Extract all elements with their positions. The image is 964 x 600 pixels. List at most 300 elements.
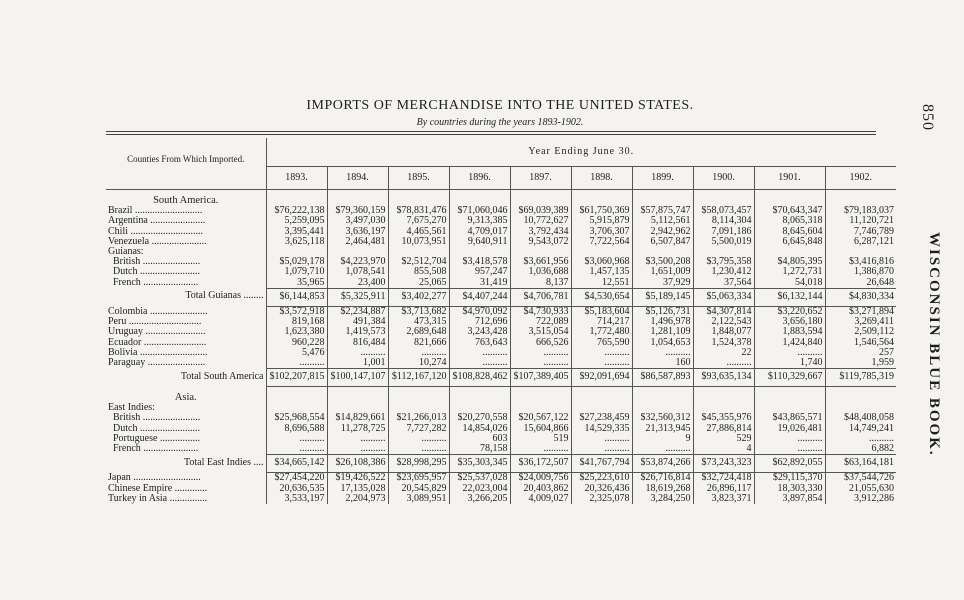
value-cell: $3,416,816 <box>849 257 894 268</box>
header-year-ending: Year Ending June 30. <box>266 138 896 167</box>
value-cell: 7,746,789 <box>854 226 894 237</box>
value-cell: .......... <box>632 444 693 455</box>
value-cell: .......... <box>693 358 754 369</box>
value-cell: $28,998,295 <box>388 455 449 473</box>
value-cell: 1,524,378 <box>693 338 754 348</box>
value-cell: 855,508 <box>388 267 449 277</box>
value-cell: 3,706,307 <box>571 227 632 237</box>
value-cell: $63,164,181 <box>825 455 896 473</box>
value-cell: 1,036,688 <box>510 267 571 277</box>
table-row <box>106 237 896 247</box>
value-cell: $100,147,107 <box>327 369 388 387</box>
value-cell: $32,560,312 <box>632 413 693 423</box>
value-cell: 4 <box>693 444 754 455</box>
section-heading: South America. <box>106 190 266 207</box>
value-cell: 1,272,731 <box>754 267 825 277</box>
value-cell: 22 <box>693 348 754 358</box>
value-cell: 22,023,004 <box>449 484 510 494</box>
value-cell: $4,970,092 <box>449 307 510 318</box>
value-cell: $3,500,208 <box>632 257 693 267</box>
value-cell <box>825 403 896 413</box>
value-cell: $43,865,571 <box>754 413 825 423</box>
value-cell: .......... <box>388 434 449 444</box>
value-cell: 11,120,721 <box>849 216 894 227</box>
value-cell: 14,529,335 <box>571 424 632 434</box>
running-head: WISCONSIN BLUE BOOK. <box>926 232 942 457</box>
value-cell: 35,965 <box>266 278 327 289</box>
value-cell: 37,929 <box>632 278 693 289</box>
value-cell: $110,329,667 <box>754 369 825 387</box>
value-cell: .......... <box>754 348 825 358</box>
value-cell: 763,643 <box>449 338 510 348</box>
value-cell: $5,063,334 <box>693 288 754 306</box>
value-cell: 3,656,180 <box>754 317 825 327</box>
value-cell: 1,772,480 <box>571 327 632 337</box>
value-cell: 9 <box>632 434 693 444</box>
value-cell: 3,823,371 <box>693 494 754 504</box>
section-heading-row <box>106 190 896 207</box>
value-cell: $6,144,853 <box>266 288 327 306</box>
value-cell: $14,829,661 <box>327 413 388 423</box>
value-cell: 3,089,951 <box>388 494 449 504</box>
value-cell: 7,727,282 <box>388 424 449 434</box>
value-cell: .......... <box>510 348 571 358</box>
value-cell: $71,060,046 <box>449 206 510 216</box>
value-cell: $4,530,654 <box>571 288 632 306</box>
value-cell: $26,108,386 <box>327 455 388 473</box>
value-cell <box>388 247 449 257</box>
value-cell: 160 <box>632 358 693 369</box>
value-cell: $4,830,334 <box>825 288 896 306</box>
table-row <box>106 247 896 257</box>
value-cell: $5,189,145 <box>632 288 693 306</box>
value-cell: 1,959 <box>871 358 894 369</box>
value-cell: 1,001 <box>327 358 388 369</box>
value-cell <box>571 247 632 257</box>
value-cell: 3,625,118 <box>266 237 327 247</box>
value-cell: 666,526 <box>510 338 571 348</box>
value-cell: $102,207,815 <box>266 369 327 387</box>
value-cell: $108,828,462 <box>449 369 510 387</box>
value-cell: 9,313,385 <box>449 216 510 226</box>
value-cell: 25,065 <box>388 278 449 289</box>
value-cell: 7,091,186 <box>693 227 754 237</box>
table-row <box>106 358 896 369</box>
value-cell: 1,054,653 <box>632 338 693 348</box>
value-cell: $35,303,345 <box>449 455 510 473</box>
value-cell: 960,228 <box>266 338 327 348</box>
country-name: Brazil ........................... <box>106 206 266 216</box>
header-year: 1900. <box>693 167 754 190</box>
value-cell: 3,284,250 <box>632 494 693 504</box>
value-cell: $5,029,178 <box>266 257 327 267</box>
value-cell: 2,689,648 <box>388 327 449 337</box>
value-cell: $4,407,244 <box>449 288 510 306</box>
value-cell: 1,078,541 <box>327 267 388 277</box>
table-row <box>106 267 896 277</box>
country-name: British ....................... <box>106 257 266 267</box>
value-cell: 5,112,561 <box>632 216 693 226</box>
value-cell: $5,183,604 <box>571 307 632 318</box>
value-cell: .......... <box>327 348 388 358</box>
value-cell: 519 <box>510 434 571 444</box>
value-cell: 23,400 <box>327 278 388 289</box>
value-cell: 54,018 <box>754 278 825 289</box>
table-row <box>106 307 896 318</box>
value-cell: $4,730,933 <box>510 307 571 318</box>
value-cell: $3,713,682 <box>388 307 449 318</box>
value-cell: 14,749,241 <box>849 423 894 434</box>
value-cell: 27,886,814 <box>693 424 754 434</box>
table-row <box>106 484 896 494</box>
top-rule-double <box>106 134 876 135</box>
country-name: Chili ............................. <box>106 227 266 237</box>
country-name: Total South America <box>106 369 266 387</box>
value-cell: $5,325,911 <box>327 288 388 306</box>
value-cell: .......... <box>571 358 632 369</box>
value-cell: 4,465,561 <box>388 227 449 237</box>
value-cell: 4,709,017 <box>449 227 510 237</box>
value-cell: .......... <box>869 433 894 444</box>
empty-cell <box>266 190 327 207</box>
table-body <box>106 190 896 504</box>
country-name: Dutch ........................ <box>106 424 266 434</box>
value-cell: 7,675,270 <box>388 216 449 226</box>
total-row <box>106 288 896 306</box>
value-cell: 1,424,840 <box>754 338 825 348</box>
value-cell <box>632 247 693 257</box>
table-row <box>106 444 896 455</box>
value-cell: 3,266,205 <box>449 494 510 504</box>
country-name: Dutch ........................ <box>106 267 266 277</box>
value-cell: .......... <box>388 444 449 455</box>
empty-cell <box>825 387 896 403</box>
table-row <box>106 424 896 434</box>
value-cell: $112,167,120 <box>388 369 449 387</box>
value-cell: .......... <box>571 444 632 455</box>
value-cell: 31,419 <box>449 278 510 289</box>
value-cell <box>571 403 632 413</box>
value-cell <box>754 403 825 413</box>
value-cell: 78,158 <box>449 444 510 455</box>
value-cell: $48,408,058 <box>844 413 894 424</box>
value-cell: 1,546,564 <box>854 337 894 348</box>
table-row <box>106 413 896 423</box>
empty-cell <box>266 387 327 403</box>
empty-cell <box>693 387 754 403</box>
value-cell: .......... <box>266 358 327 369</box>
value-cell: $24,009,756 <box>510 473 571 484</box>
value-cell: $37,544,726 <box>844 472 894 484</box>
empty-cell <box>825 190 896 207</box>
value-cell: 1,419,573 <box>327 327 388 337</box>
value-cell: $62,892,055 <box>754 455 825 473</box>
value-cell: 2,509,112 <box>854 327 894 338</box>
value-cell: $69,039,389 <box>510 206 571 216</box>
value-cell: 714,217 <box>571 317 632 327</box>
value-cell: 1,079,710 <box>266 267 327 277</box>
value-cell: 2,464,481 <box>327 237 388 247</box>
country-name: Total East Indies .... <box>106 455 266 473</box>
value-cell: 10,073,951 <box>388 237 449 247</box>
country-name: Colombia ....................... <box>106 307 266 318</box>
value-cell: 1,883,594 <box>754 327 825 337</box>
value-cell <box>388 403 449 413</box>
value-cell: 2,204,973 <box>327 494 388 504</box>
value-cell: $79,360,159 <box>327 206 388 216</box>
value-cell: 20,545,829 <box>388 484 449 494</box>
value-cell: $93,635,134 <box>693 369 754 387</box>
value-cell: 3,515,054 <box>510 327 571 337</box>
value-cell: 3,912,286 <box>854 493 894 504</box>
value-cell: $4,805,395 <box>754 257 825 267</box>
value-cell: $4,307,814 <box>693 307 754 318</box>
value-cell: $20,270,558 <box>449 413 510 423</box>
top-rule <box>106 131 876 132</box>
value-cell: 11,278,725 <box>327 424 388 434</box>
value-cell: 712,696 <box>449 317 510 327</box>
country-name: Chinese Empire ............. <box>106 484 266 494</box>
empty-cell <box>388 387 449 403</box>
value-cell: $70,643,347 <box>754 206 825 216</box>
value-cell: $6,132,144 <box>754 288 825 306</box>
value-cell: 1,651,009 <box>632 267 693 277</box>
value-cell: 257 <box>879 347 894 358</box>
value-cell: $19,426,522 <box>327 473 388 484</box>
empty-cell <box>327 190 388 207</box>
value-cell: 6,645,848 <box>754 237 825 247</box>
value-cell: 21,313,945 <box>632 424 693 434</box>
value-cell: 603 <box>449 434 510 444</box>
value-cell: $57,875,747 <box>632 206 693 216</box>
value-cell: $45,355,976 <box>693 413 754 423</box>
value-cell: 20,636,535 <box>266 484 327 494</box>
value-cell: 4,009,027 <box>510 494 571 504</box>
value-cell <box>449 247 510 257</box>
value-cell <box>266 247 327 257</box>
value-cell: $25,223,610 <box>571 473 632 484</box>
table-row <box>106 257 896 267</box>
country-name: East Indies: <box>106 403 266 413</box>
value-cell: $20,567,122 <box>510 413 571 423</box>
empty-cell <box>388 190 449 207</box>
value-cell: 10,274 <box>388 358 449 369</box>
table-row <box>106 434 896 444</box>
value-cell: 3,897,854 <box>754 494 825 504</box>
imports-table <box>106 138 896 504</box>
value-cell: 491,384 <box>327 317 388 327</box>
section-heading-row <box>106 387 896 403</box>
value-cell: $23,695,957 <box>388 473 449 484</box>
empty-cell <box>571 190 632 207</box>
value-cell: 2,122,543 <box>693 317 754 327</box>
value-cell: 529 <box>693 434 754 444</box>
value-cell <box>449 403 510 413</box>
value-cell: 5,500,019 <box>693 237 754 247</box>
value-cell: $78,831,476 <box>388 206 449 216</box>
value-cell: 1,740 <box>754 358 825 369</box>
country-name: Venezuela ...................... <box>106 237 266 247</box>
section-heading: Asia. <box>106 387 266 403</box>
value-cell: 3,497,030 <box>327 216 388 226</box>
value-cell: 765,590 <box>571 338 632 348</box>
value-cell: 8,645,604 <box>754 227 825 237</box>
header-year: 1901. <box>754 167 825 190</box>
value-cell: 19,026,481 <box>754 424 825 434</box>
value-cell: 6,287,121 <box>854 236 894 247</box>
value-cell: $3,060,968 <box>571 257 632 267</box>
value-cell: 819,168 <box>266 317 327 327</box>
value-cell: 473,315 <box>388 317 449 327</box>
value-cell: $26,716,814 <box>632 473 693 484</box>
value-cell: 821,666 <box>388 338 449 348</box>
value-cell: 20,403,862 <box>510 484 571 494</box>
value-cell: .......... <box>266 434 327 444</box>
value-cell: $3,795,358 <box>693 257 754 267</box>
value-cell: $3,271,894 <box>849 306 894 318</box>
value-cell: 5,915,879 <box>571 216 632 226</box>
value-cell: $73,243,323 <box>693 455 754 473</box>
value-cell: 9,543,072 <box>510 237 571 247</box>
value-cell: $86,587,893 <box>632 369 693 387</box>
value-cell: 957,247 <box>449 267 510 277</box>
country-name: French ...................... <box>106 444 266 455</box>
value-cell: 1,623,380 <box>266 327 327 337</box>
value-cell: 3,792,434 <box>510 227 571 237</box>
value-cell: .......... <box>754 444 825 455</box>
value-cell: $25,968,554 <box>266 413 327 423</box>
value-cell: 21,055,630 <box>849 483 894 494</box>
value-cell: $2,512,704 <box>388 257 449 267</box>
empty-cell <box>327 387 388 403</box>
value-cell: 20,326,436 <box>571 484 632 494</box>
value-cell: 5,259,095 <box>266 216 327 226</box>
value-cell: .......... <box>388 348 449 358</box>
value-cell: $4,706,781 <box>510 288 571 306</box>
empty-cell <box>693 190 754 207</box>
value-cell: $4,223,970 <box>327 257 388 267</box>
value-cell: 5,476 <box>266 348 327 358</box>
table-row <box>106 348 896 358</box>
value-cell: 7,722,564 <box>571 237 632 247</box>
value-cell: $36,172,507 <box>510 455 571 473</box>
empty-cell <box>754 190 825 207</box>
page-number: 850 <box>919 104 936 131</box>
value-cell: .......... <box>449 358 510 369</box>
value-cell <box>327 403 388 413</box>
value-cell: 26,896,117 <box>693 484 754 494</box>
header-year: 1894. <box>327 167 388 190</box>
value-cell: $3,418,578 <box>449 257 510 267</box>
header-year: 1898. <box>571 167 632 190</box>
value-cell: 18,619,268 <box>632 484 693 494</box>
value-cell: $3,402,277 <box>388 288 449 306</box>
table-row <box>106 227 896 237</box>
value-cell: $92,091,694 <box>571 369 632 387</box>
value-cell: $27,238,459 <box>571 413 632 423</box>
value-cell <box>693 403 754 413</box>
value-cell: 1,230,412 <box>693 267 754 277</box>
value-cell: $5,126,731 <box>632 307 693 318</box>
value-cell: 1,496,978 <box>632 317 693 327</box>
value-cell: .......... <box>632 348 693 358</box>
value-cell: 14,854,026 <box>449 424 510 434</box>
value-cell: $34,665,142 <box>266 455 327 473</box>
value-cell: 26,648 <box>866 277 894 288</box>
header-year: 1895. <box>388 167 449 190</box>
value-cell: .......... <box>510 444 571 455</box>
table-subtitle: By countries during the years 1893-1902. <box>416 117 584 128</box>
country-name: Portuguese ................ <box>106 434 266 444</box>
country-name: Paraguay ....................... <box>106 358 266 369</box>
table-row <box>106 327 896 337</box>
value-cell <box>754 247 825 257</box>
value-cell: 8,114,304 <box>693 216 754 226</box>
value-cell: 722,089 <box>510 317 571 327</box>
value-cell: .......... <box>449 348 510 358</box>
empty-cell <box>510 190 571 207</box>
value-cell: 17,135,028 <box>327 484 388 494</box>
value-cell: $58,073,457 <box>693 206 754 216</box>
value-cell: $79,183,037 <box>844 206 894 217</box>
value-cell: $3,572,918 <box>266 307 327 318</box>
table-row <box>106 403 896 413</box>
country-name: Bolivia ........................... <box>106 348 266 358</box>
value-cell: 1,281,109 <box>632 327 693 337</box>
value-cell: $3,220,652 <box>754 307 825 318</box>
value-cell: .......... <box>510 358 571 369</box>
value-cell: 12,551 <box>571 278 632 289</box>
value-cell: $21,266,013 <box>388 413 449 423</box>
value-cell: .......... <box>327 444 388 455</box>
value-cell: 2,942,962 <box>632 227 693 237</box>
value-cell: 6,507,847 <box>632 237 693 247</box>
value-cell: $41,767,794 <box>571 455 632 473</box>
country-name: Japan ........................... <box>106 473 266 484</box>
total-row <box>106 455 896 473</box>
table-row <box>106 206 896 216</box>
empty-cell <box>632 190 693 207</box>
table-row <box>106 494 896 504</box>
table-row <box>106 338 896 348</box>
country-name: Turkey in Asia ............... <box>106 494 266 504</box>
value-cell: .......... <box>327 434 388 444</box>
header-countries: Counties From Which Imported. <box>106 138 266 190</box>
country-name: Uruguay ........................ <box>106 327 266 337</box>
value-cell <box>825 247 896 257</box>
value-cell: 816,484 <box>327 338 388 348</box>
value-cell: .......... <box>571 348 632 358</box>
value-cell: 3,243,428 <box>449 327 510 337</box>
header-year: 1896. <box>449 167 510 190</box>
value-cell: 6,882 <box>871 443 894 454</box>
value-cell: $25,537,028 <box>449 473 510 484</box>
value-cell <box>327 247 388 257</box>
table-row <box>106 473 896 484</box>
value-cell: $29,115,370 <box>754 473 825 484</box>
value-cell <box>632 403 693 413</box>
value-cell: $61,750,369 <box>571 206 632 216</box>
value-cell: $32,724,418 <box>693 473 754 484</box>
value-cell: $3,661,956 <box>510 257 571 267</box>
empty-cell <box>510 387 571 403</box>
empty-cell <box>632 387 693 403</box>
value-cell: .......... <box>571 434 632 444</box>
country-name: Argentina ...................... <box>106 216 266 226</box>
empty-cell <box>449 190 510 207</box>
value-cell: $2,234,887 <box>327 307 388 318</box>
empty-cell <box>754 387 825 403</box>
